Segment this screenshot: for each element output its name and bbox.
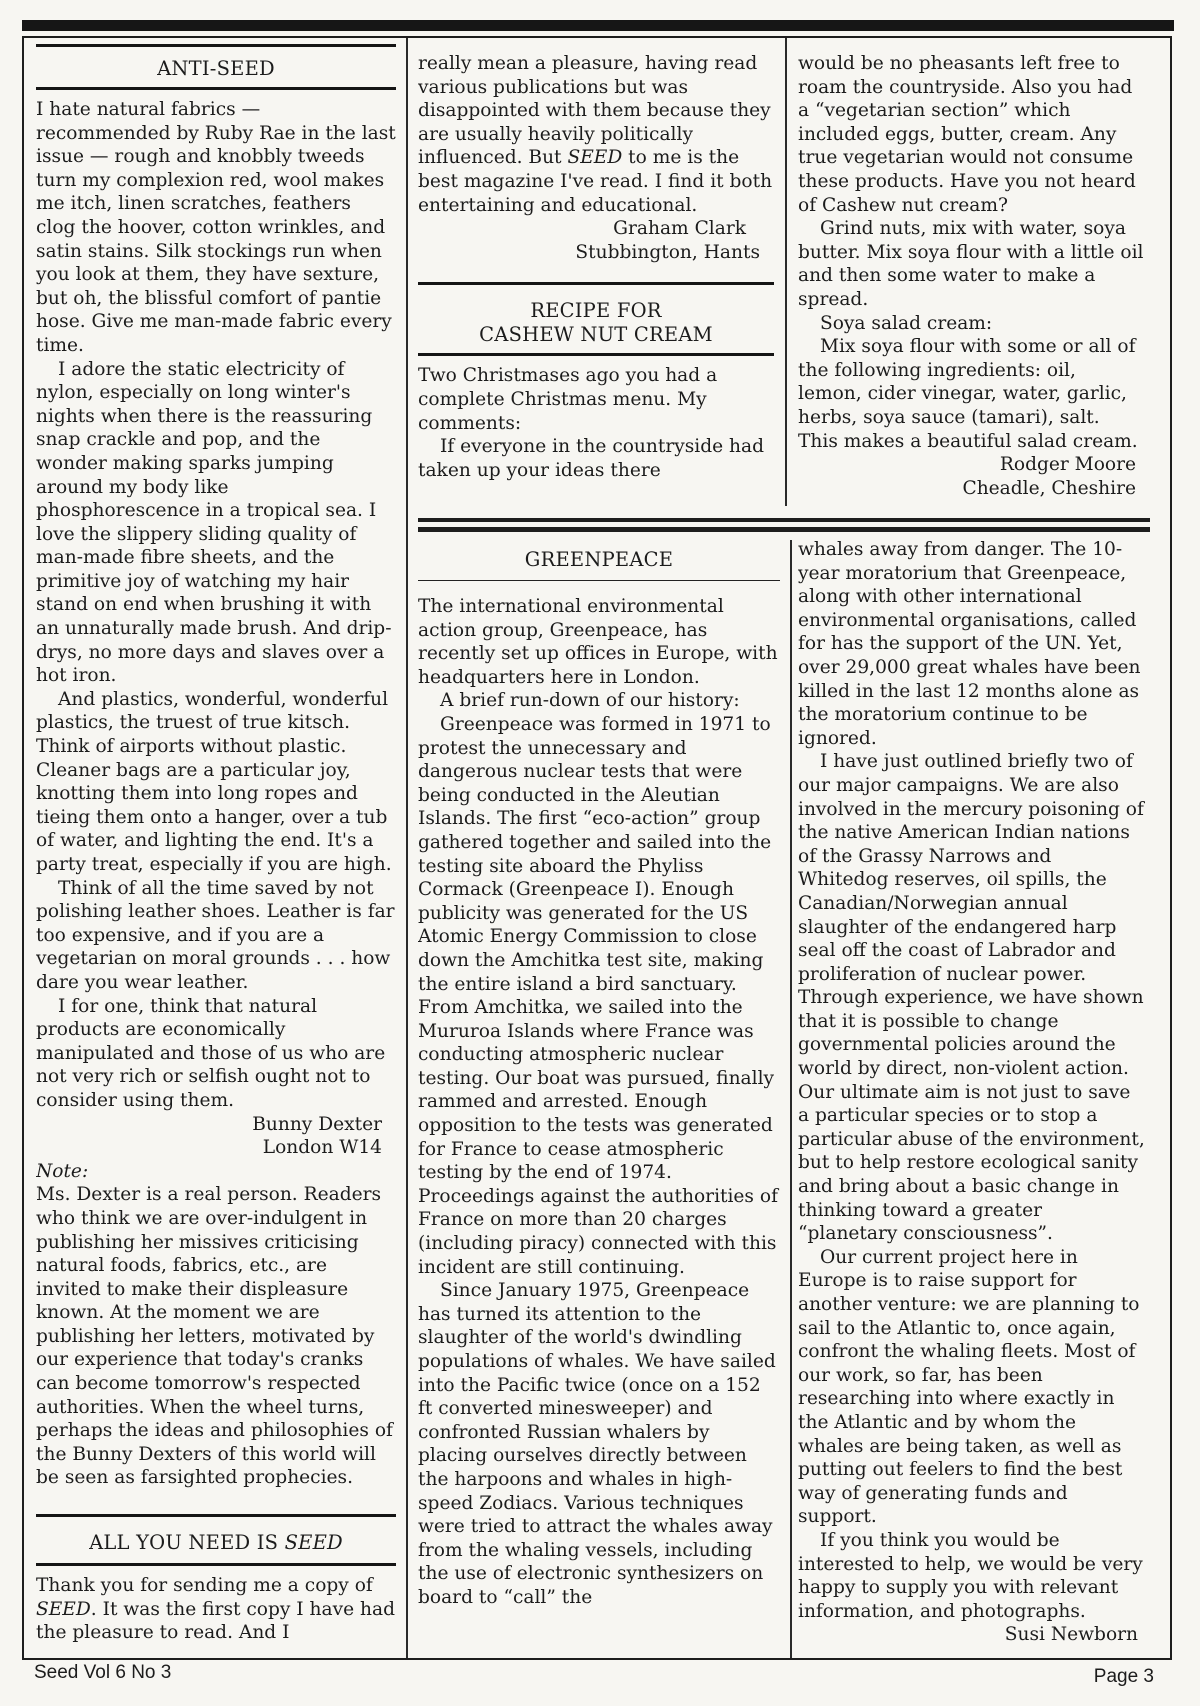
anti-seed-paragraph: Think of all the time saved by not polishing leather shoes. Leather is far too expensive, and if you are a vegetarian on moral grounds . . . how dare you wear leather.	[36, 877, 395, 993]
section-rule-double-2	[418, 527, 1150, 532]
rule	[36, 44, 396, 47]
recipe-paragraph: Soya salad cream:	[820, 312, 993, 334]
anti-seed-paragraph: I for one, think that natural products are economically manipulated and those of us who are not very rich or selfish ought not to consider using them.	[36, 995, 386, 1111]
recipe-heading-line2: CASHEW NUT CREAM	[479, 323, 713, 347]
all-you-need-heading	[36, 1531, 396, 1555]
rule	[418, 353, 774, 356]
greenpeace-heading: GREENPEACE	[524, 548, 674, 571]
rule	[418, 282, 774, 285]
greenpeace-paragraph: Our current project here in Europe is to raise support for another venture: we are planning to sail to the Atlantic to, once again, confront the whaling fleets. Most of our work, so far, has been researching into where exactly in the Atlantic and by whom the whales are being taken, as well as putting out feelers to find the best way of generating funds and support.	[798, 1246, 1140, 1528]
anti-seed-paragraph: And plastics, wonderful, wonderful plastics, the truest of true kitsch. Think of airports without plastic. Cleaner bags are a particular joy, knotting them into long ropes and tieing them onto a hanger, over a tub of water, and lighting the end. It's a party treat, especially if you are high.	[36, 688, 392, 875]
text: If you think you would be interested to help, we would be very happy to supply you with relevant information, and photographs.	[798, 1529, 1143, 1622]
anti-seed-paragraph: I hate natural fabrics — recommended by Ruby Rae in the last issue — rough and knobbly tweeds turn my complexion red, wool makes me itch, linen scratches, feathers clog the hoover, cotton wrinkles, and satin stains. Silk stockings run when you look at them, they have sexture, but oh, the blissful comfort of pantie hose. Give me man-made fabric every time.	[36, 99, 396, 356]
recipe-paragraph: If everyone in the countryside had taken up your ideas there	[418, 436, 765, 481]
column-divider-right-top	[785, 38, 787, 506]
editor-note: Ms. Dexter is a real person. Readers who think we are over-indulgent in publishing her missives criticising natural foods, fabrics, etc., are invited to make their displeasure known. At the moment we are publishing her letters, motivated by our experience that today's cranks can become tomorrow's respected authorities. When the wheel turns, perhaps the ideas and philosophies of the Bunny Dexters of this world will be seen as farsighted prophecies.	[36, 1184, 393, 1489]
column-left	[36, 40, 396, 1656]
signature-name: Rodger Moore	[999, 454, 1136, 476]
signature-place: Stubbington, Hants	[575, 241, 760, 263]
greenpeace-paragraph: Since January 1975, Greenpeace has turned its attention to the slaughter of the world's dwindling populations of whales. We have sailed into the Pacific twice (once on a 152 ft converted minesweeper) and confronted Russian whalers by placing ourselves directly between the harpoons and whales in high-speed Zodiacs. Various techniques were tried to attract the whales away from the whaling vessels, including the use of electronic synthesizers on board to “call” the	[418, 1280, 776, 1608]
column-right-bottom	[798, 538, 1146, 1656]
magazine-name: SEED	[36, 1598, 91, 1620]
rule	[36, 1514, 396, 1517]
magazine-name: SEED	[567, 147, 623, 169]
recipe-paragraph: Grind nuts, mix with water, soya butter. Mix soya flour with a little oil and then some water to make a spread.	[798, 218, 1144, 310]
letter-continuation	[418, 52, 774, 217]
column-right-top	[798, 52, 1144, 512]
all-you-need-paragraph	[36, 1574, 396, 1645]
recipe-paragraph: Mix soya flour with some or all of the following ingredients: oil, lemon, cider vinegar, water, garlic, herbs, soya sauce (tamari), salt. This makes a beautiful salad cream.	[798, 336, 1138, 452]
note-label: Note:	[36, 1160, 89, 1182]
heading-italic: SEED	[284, 1531, 343, 1555]
section-rule-double-1	[418, 518, 1150, 522]
page-number: Page 3	[1093, 1666, 1154, 1687]
text: Thank you for sending me a copy of	[36, 1575, 373, 1597]
anti-seed-paragraph: I adore the static electricity of nylon, especially on long winter's nights when there is the reassuring snap crackle and pop, and the wonder making sparks jumping around my body like phosphorescence in a tropical sea. I love the slippery sliding quality of man-made fibre sheets, and the primitive joy of watching my hair stand on end when brushing it with an unnaturally made brush. And drip-drys, no more days and slaves over a hot iron.	[36, 358, 392, 687]
greenpeace-paragraph	[798, 1529, 1146, 1646]
greenpeace-paragraph: Greenpeace was formed in 1971 to protest the unnecessary and dangerous nuclear tests that were being conducted in the Aleutian Islands. The first “eco-action” group gathered together and sailed into the testing site aboard the Phyliss Cormack (Greenpeace I). Enough publicity was generated for the US Atomic Energy Commission to close down the Amchitka test site, making the entire island a bird sanctuary. From Amchitka, we sailed into the Mururoa Islands where France was conducting atmospheric nuclear testing. Our boat was pursued, finally rammed and arrested. Enough opposition to the tests was generated for France to cease atmospheric testing by the end of 1974. Proceedings against the authorities of France on more than 20 charges (including piracy) connected with this incident are still continuing.	[418, 713, 778, 1278]
top-border-bar	[22, 20, 1174, 31]
signature-place: Cheadle, Cheshire	[962, 477, 1136, 499]
rule	[36, 87, 396, 90]
text: . It was the first copy I have had the pleasure to read. And I	[36, 1598, 395, 1644]
recipe-paragraph: Two Christmases ago you had a complete Christmas menu. My comments:	[418, 365, 718, 434]
heading-text: ALL YOU NEED IS	[89, 1531, 285, 1555]
rule	[418, 580, 780, 581]
column-middle-bottom	[418, 540, 780, 1650]
recipe-heading-line1: RECIPE FOR	[530, 299, 662, 323]
greenpeace-paragraph: The international environmental action group, Greenpeace, has recently set up offices in Europe, with headquarters here in London.	[418, 596, 778, 688]
text: to me is the best magazine I've read. I find it both entertaining and educational.	[418, 147, 773, 216]
signature-name: Graham Clark	[613, 218, 746, 240]
column-divider-right-bottom	[790, 540, 792, 1658]
greenpeace-paragraph: A brief run-down of our history:	[440, 690, 740, 712]
signature-name: Susi Newborn	[1004, 1624, 1138, 1646]
text: really mean a pleasure, having read various publications but was disappointed with them because they are usually heavily politically influenced. But	[418, 53, 771, 169]
anti-seed-heading: ANTI-SEED	[157, 57, 275, 80]
column-divider-left	[406, 38, 408, 1658]
greenpeace-paragraph: whales away from danger. The 10-year moratorium that Greenpeace, along with other international environmental organisations, called for has the support of the UN. Yet, over 29,000 great whales have been killed in the last 12 months alone as the moratorium continue to be ignored.	[798, 539, 1141, 749]
signature-name: Bunny Dexter	[252, 1113, 382, 1135]
rule	[36, 1563, 396, 1566]
signature-place: London W14	[262, 1137, 382, 1159]
column-middle-top	[418, 52, 774, 510]
greenpeace-paragraph: I have just outlined briefly two of our major campaigns. We are also involved in the mercury poisoning of the native American Indian nations of the Grassy Narrows and Whitedog reserves, oil spills, the Canadian/Norwegian annual slaughter of the endangered harp seal off the coast of Labrador and proliferation of nuclear power. Through experience, we have shown that it is possible to change governmental policies around the world by direct, non-violent action. Our ultimate aim is not just to save a particular species or to stop a particular abuse of the environment, but to help restore ecological sanity and bring about a basic change in thinking toward a greater “planetary consciousness”.	[798, 751, 1145, 1245]
recipe-paragraph: would be no pheasants left free to roam the countryside. Also you had a “vegetarian section” which included eggs, butter, cream. Any true vegetarian would not consume these products. Have you not heard of Cashew nut cream?	[798, 53, 1136, 216]
issue-label: Seed Vol 6 No 3	[34, 1662, 172, 1683]
